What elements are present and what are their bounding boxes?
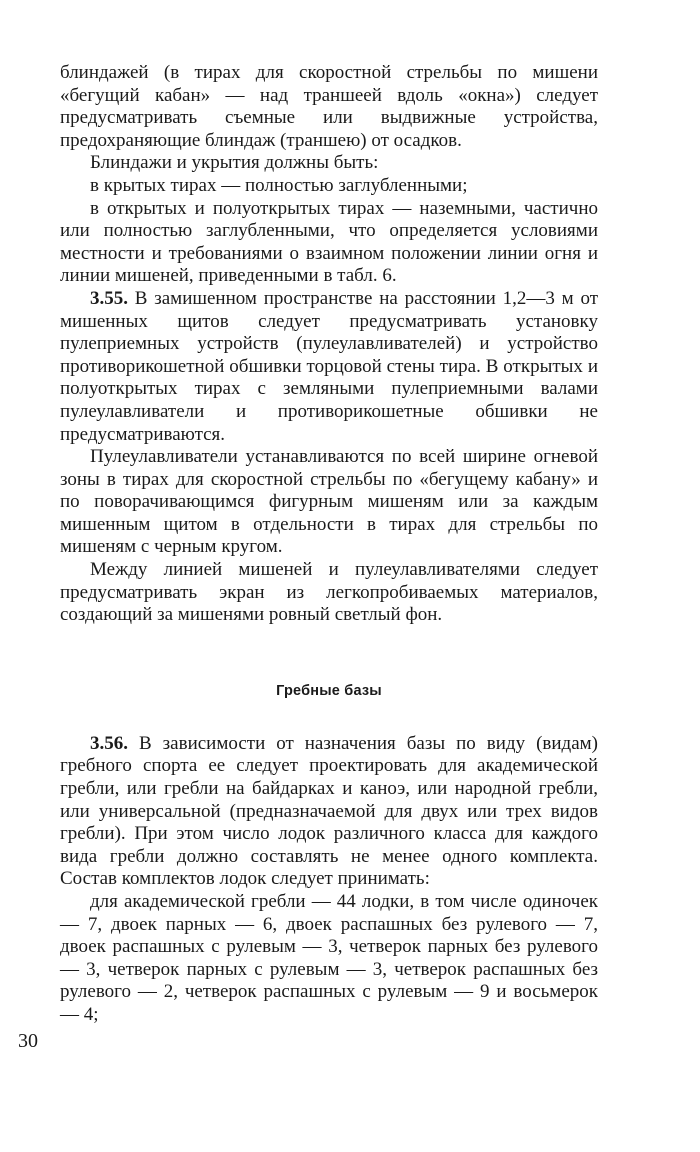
clause-number-3-55: 3.55. xyxy=(90,287,128,309)
paragraph-6: Пулеулавливатели устанавливаются по всей ширине огневой зоны в тирах для скоростной стрельбы по «бегущему кабану» и по поворачивающимся фигурным мишеням или за каждым мишенным щитом в отдельности в тирах для стрельбы по мишеням с черным кругом. xyxy=(60,446,598,558)
page-content xyxy=(60,62,598,1027)
paragraph-8 xyxy=(60,733,598,891)
paragraph-5 xyxy=(60,288,598,446)
paragraph-1: блиндажей (в тирах для скоростной стрельбы по мишени «бегущий кабан» — над траншеей вдоль «окна») следует предусматривать съемные или выдвижные устройства, предохраняющие блиндаж (траншею) от осадков. xyxy=(60,62,598,151)
paragraph-3: в крытых тирах — полностью заглубленными; xyxy=(90,174,468,196)
clause-3-56-text: В зависимости от назначения базы по виду (видам) гребного спорта ее следует проектировать для академической гребли, или гребли на байдарках и каноэ, или народной гребли, или универсальной (предназначаемой для двух или трех видов гребли). При этом число лодок различного класса для каждого вида гребли должно составлять не менее одного комплекта. Состав комплектов лодок следует принимать: xyxy=(60,732,598,890)
paragraph-9: для академической гребли — 44 лодки, в том числе одиночек — 7, двоек парных — 6, двоек распашных без рулевого — 7, двоек распашных с рулевым — 3, четверок парных без рулевого — 3, четверок парных с рулевым — 3, четверок распашных без рулевого — 2, четверок распашных с рулевым — 9 и восьмерок — 4; xyxy=(60,891,598,1025)
clause-number-3-56: 3.56. xyxy=(90,732,128,754)
paragraph-7: Между линией мишеней и пулеулавливателями следует предусматривать экран из легкопробиваемых материалов, создающий за мишенями ровный светлый фон. xyxy=(60,559,598,626)
section-heading: Гребные базы xyxy=(276,682,382,699)
page-number: 30 xyxy=(18,1030,38,1052)
paragraph-4: в открытых и полуоткрытых тирах — наземными, частично или полностью заглубленными, что определяется условиями местности и требованиями о взаимном положении линии огня и линии мишеней, приведенными в табл. 6. xyxy=(60,197,598,287)
paragraph-2: Блиндажи и укрытия должны быть: xyxy=(90,152,379,174)
clause-3-55-text: В замишенном пространстве на расстоянии 1,2—3 м от мишенных щитов следует предусматривать установку пулеприемных устройств (пулеулавливателей) и устройство противорикошетной обшивки торцовой стены тира. В открытых и полуоткрытых тирах с земляными пулеприемными валами пулеулавливатели и противорикошетные обшивки не предусматриваются. xyxy=(60,287,598,445)
